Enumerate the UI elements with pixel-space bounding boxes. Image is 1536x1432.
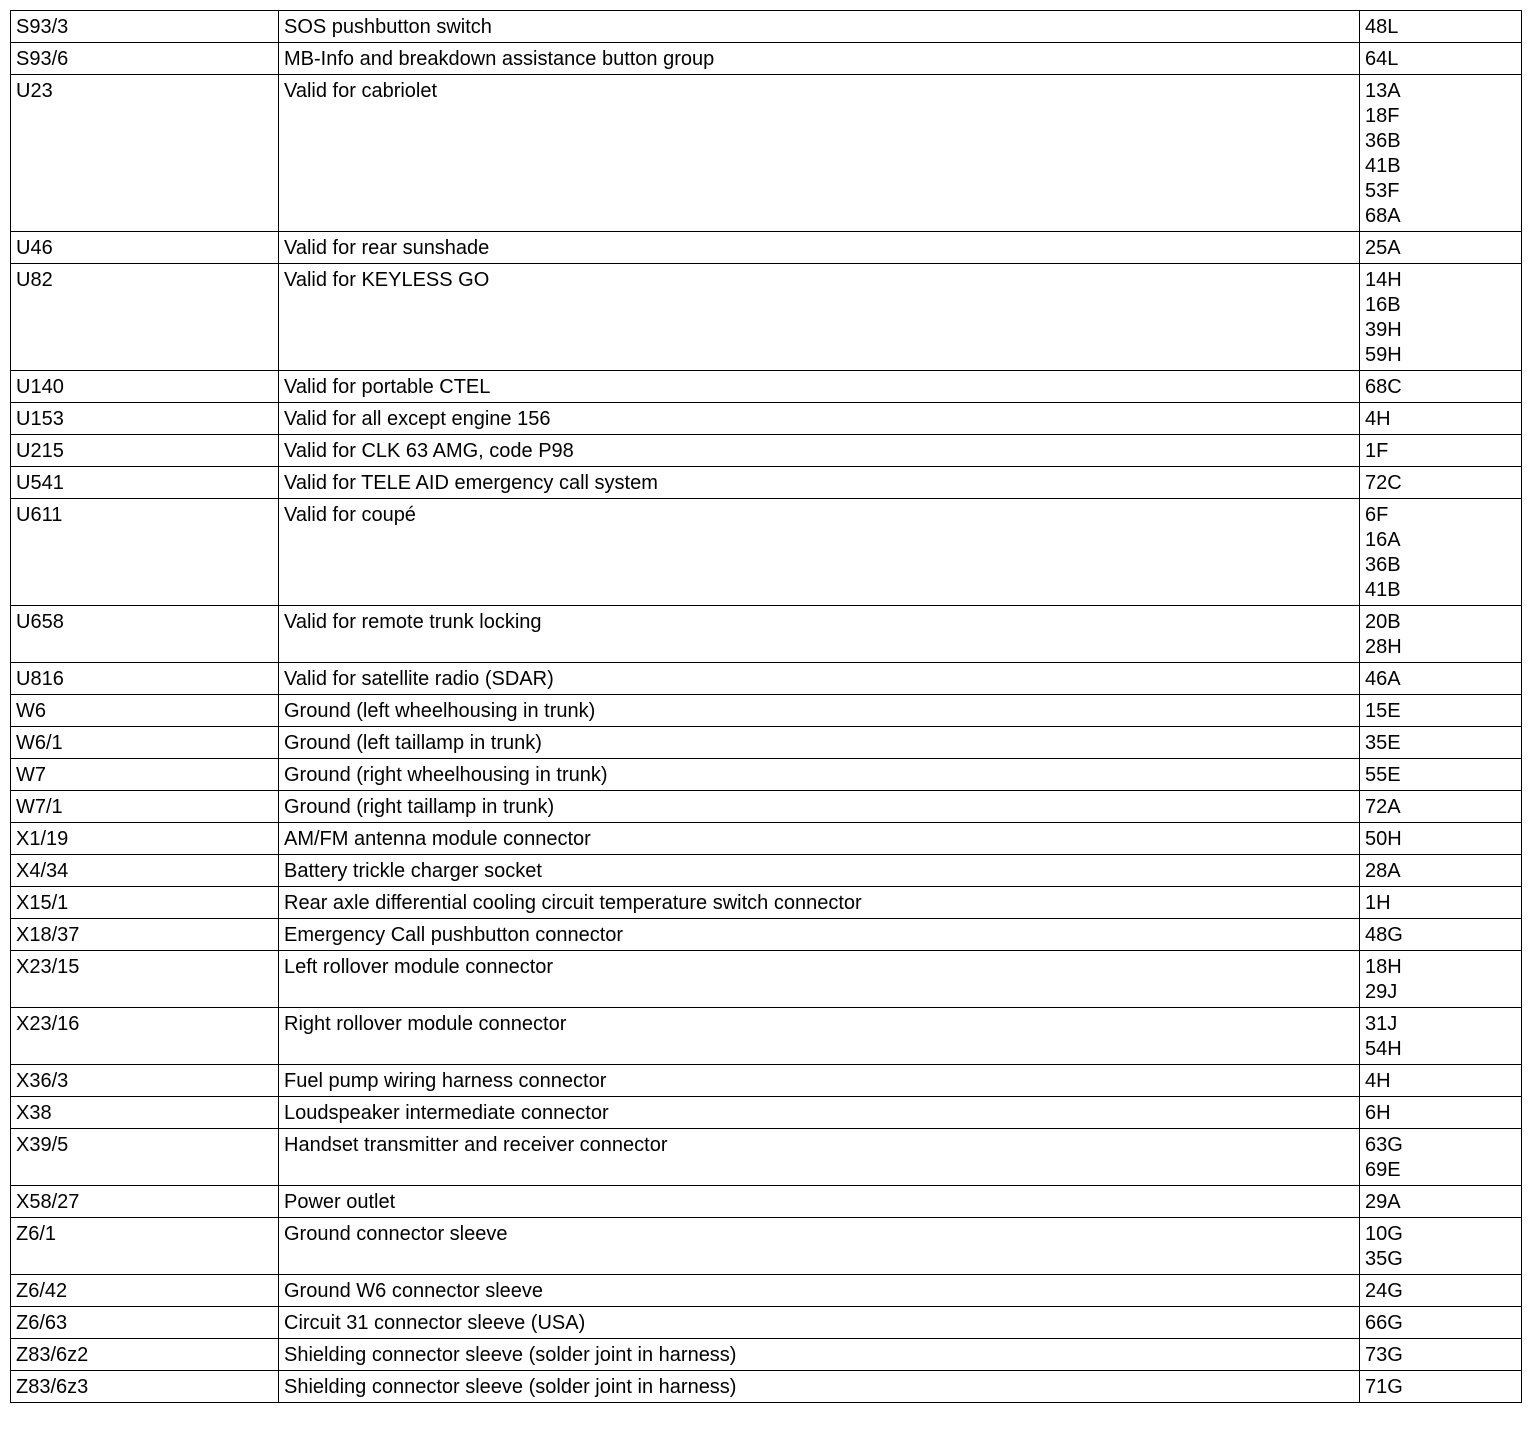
component-description-cell: Valid for all except engine 156	[279, 403, 1360, 435]
grid-reference: 48L	[1365, 16, 1399, 38]
grid-location-cell	[1360, 11, 1522, 43]
grid-reference: 16B	[1365, 294, 1401, 316]
table-row	[11, 264, 1522, 371]
grid-location-cell	[1360, 1218, 1522, 1275]
component-code-cell: W6	[11, 695, 279, 727]
grid-reference: 72C	[1365, 472, 1402, 494]
component-legend-table	[10, 10, 1522, 1403]
component-description-cell: Right rollover module connector	[279, 1008, 1360, 1065]
grid-reference: 29J	[1365, 981, 1398, 1003]
component-description-cell: Valid for satellite radio (SDAR)	[279, 663, 1360, 695]
grid-reference: 71G	[1365, 1376, 1403, 1398]
table-row	[11, 919, 1522, 951]
grid-reference: 41B	[1365, 155, 1401, 177]
component-description-cell: Ground W6 connector sleeve	[279, 1275, 1360, 1307]
grid-reference: 53F	[1365, 180, 1400, 202]
component-code-cell: U816	[11, 663, 279, 695]
table-row	[11, 467, 1522, 499]
grid-location-cell	[1360, 43, 1522, 75]
grid-location-cell	[1360, 887, 1522, 919]
component-code-cell: U541	[11, 467, 279, 499]
component-code-cell: Z83/6z2	[11, 1339, 279, 1371]
component-description-cell: Handset transmitter and receiver connector	[279, 1129, 1360, 1186]
grid-location-cell	[1360, 1008, 1522, 1065]
grid-location-cell	[1360, 264, 1522, 371]
component-description-cell: AM/FM antenna module connector	[279, 823, 1360, 855]
component-description-cell: Circuit 31 connector sleeve (USA)	[279, 1307, 1360, 1339]
grid-location-cell	[1360, 403, 1522, 435]
component-legend-sheet	[10, 10, 1521, 1403]
grid-reference: 6F	[1365, 504, 1389, 526]
grid-reference: 68C	[1365, 376, 1402, 398]
table-row	[11, 75, 1522, 232]
component-description-cell: Valid for TELE AID emergency call system	[279, 467, 1360, 499]
table-row	[11, 1065, 1522, 1097]
component-description-cell: Valid for CLK 63 AMG, code P98	[279, 435, 1360, 467]
table-row	[11, 1218, 1522, 1275]
table-row	[11, 951, 1522, 1008]
grid-reference: 73G	[1365, 1344, 1403, 1366]
component-description-cell: Valid for rear sunshade	[279, 232, 1360, 264]
grid-reference: 18F	[1365, 105, 1400, 127]
grid-location-cell	[1360, 1065, 1522, 1097]
table-row	[11, 232, 1522, 264]
component-code-cell: Z6/42	[11, 1275, 279, 1307]
grid-location-cell	[1360, 663, 1522, 695]
grid-location-cell	[1360, 606, 1522, 663]
grid-location-cell	[1360, 467, 1522, 499]
component-code-cell: X36/3	[11, 1065, 279, 1097]
table-row	[11, 43, 1522, 75]
table-row	[11, 499, 1522, 606]
grid-reference: 69E	[1365, 1159, 1401, 1181]
grid-reference: 28A	[1365, 860, 1401, 882]
grid-location-cell	[1360, 951, 1522, 1008]
grid-reference: 66G	[1365, 1312, 1403, 1334]
component-description-cell: MB-Info and breakdown assistance button group	[279, 43, 1360, 75]
grid-reference: 1F	[1365, 440, 1389, 462]
component-code-cell: X23/15	[11, 951, 279, 1008]
component-code-cell: U611	[11, 499, 279, 606]
table-row	[11, 1339, 1522, 1371]
component-description-cell: Ground (left taillamp in trunk)	[279, 727, 1360, 759]
table-row	[11, 759, 1522, 791]
component-code-cell: X39/5	[11, 1129, 279, 1186]
table-row	[11, 1307, 1522, 1339]
grid-reference: 1H	[1365, 892, 1391, 914]
component-code-cell: X1/19	[11, 823, 279, 855]
grid-location-cell	[1360, 791, 1522, 823]
component-description-cell: Valid for portable CTEL	[279, 371, 1360, 403]
component-code-cell: U46	[11, 232, 279, 264]
table-row	[11, 823, 1522, 855]
grid-reference: 4H	[1365, 1070, 1391, 1092]
component-code-cell: W7	[11, 759, 279, 791]
table-row	[11, 403, 1522, 435]
component-code-cell: W7/1	[11, 791, 279, 823]
grid-location-cell	[1360, 759, 1522, 791]
component-description-cell: Ground (right taillamp in trunk)	[279, 791, 1360, 823]
component-description-cell: Loudspeaker intermediate connector	[279, 1097, 1360, 1129]
component-description-cell: Power outlet	[279, 1186, 1360, 1218]
component-code-cell: S93/6	[11, 43, 279, 75]
component-code-cell: X38	[11, 1097, 279, 1129]
table-row	[11, 1008, 1522, 1065]
grid-reference: 35G	[1365, 1248, 1403, 1270]
grid-reference: 41B	[1365, 579, 1401, 601]
grid-reference: 46A	[1365, 668, 1401, 690]
grid-location-cell	[1360, 727, 1522, 759]
component-description-cell: Valid for cabriolet	[279, 75, 1360, 232]
grid-reference: 55E	[1365, 764, 1401, 786]
component-description-cell: Valid for KEYLESS GO	[279, 264, 1360, 371]
component-code-cell: X23/16	[11, 1008, 279, 1065]
grid-reference: 20B	[1365, 611, 1401, 633]
grid-reference: 72A	[1365, 796, 1401, 818]
table-row	[11, 663, 1522, 695]
component-description-cell: Rear axle differential cooling circuit temperature switch connector	[279, 887, 1360, 919]
component-code-cell: Z6/63	[11, 1307, 279, 1339]
component-code-cell: U140	[11, 371, 279, 403]
component-code-cell: S93/3	[11, 11, 279, 43]
table-row	[11, 1097, 1522, 1129]
grid-location-cell	[1360, 499, 1522, 606]
grid-location-cell	[1360, 371, 1522, 403]
table-row	[11, 1186, 1522, 1218]
grid-reference: 24G	[1365, 1280, 1403, 1302]
component-code-cell: U82	[11, 264, 279, 371]
component-code-cell: U215	[11, 435, 279, 467]
component-code-cell: X4/34	[11, 855, 279, 887]
component-code-cell: U153	[11, 403, 279, 435]
grid-reference: 54H	[1365, 1038, 1402, 1060]
grid-location-cell	[1360, 1275, 1522, 1307]
grid-reference: 15E	[1365, 700, 1401, 722]
grid-reference: 64L	[1365, 48, 1399, 70]
component-description-cell: Valid for remote trunk locking	[279, 606, 1360, 663]
component-code-cell: X15/1	[11, 887, 279, 919]
table-row	[11, 791, 1522, 823]
grid-reference: 29A	[1365, 1191, 1401, 1213]
table-row	[11, 606, 1522, 663]
table-row	[11, 695, 1522, 727]
grid-location-cell	[1360, 1129, 1522, 1186]
grid-location-cell	[1360, 435, 1522, 467]
grid-reference: 13A	[1365, 80, 1401, 102]
legend-table-body	[11, 11, 1522, 1403]
table-row	[11, 887, 1522, 919]
grid-reference: 50H	[1365, 828, 1402, 850]
table-row	[11, 435, 1522, 467]
table-row	[11, 1129, 1522, 1186]
component-code-cell: Z83/6z3	[11, 1371, 279, 1403]
component-description-cell: Ground (right wheelhousing in trunk)	[279, 759, 1360, 791]
grid-location-cell	[1360, 1339, 1522, 1371]
grid-location-cell	[1360, 1186, 1522, 1218]
grid-reference: 10G	[1365, 1223, 1403, 1245]
table-row	[11, 1275, 1522, 1307]
component-code-cell: W6/1	[11, 727, 279, 759]
grid-reference: 35E	[1365, 732, 1401, 754]
component-description-cell: Valid for coupé	[279, 499, 1360, 606]
component-description-cell: Left rollover module connector	[279, 951, 1360, 1008]
component-description-cell: Battery trickle charger socket	[279, 855, 1360, 887]
grid-location-cell	[1360, 855, 1522, 887]
grid-reference: 39H	[1365, 319, 1402, 341]
table-row	[11, 11, 1522, 43]
grid-location-cell	[1360, 1371, 1522, 1403]
grid-location-cell	[1360, 823, 1522, 855]
component-code-cell: X58/27	[11, 1186, 279, 1218]
component-code-cell: U658	[11, 606, 279, 663]
grid-reference: 18H	[1365, 956, 1402, 978]
grid-reference: 63G	[1365, 1134, 1403, 1156]
grid-reference: 25A	[1365, 237, 1401, 259]
grid-reference: 6H	[1365, 1102, 1391, 1124]
grid-reference: 68A	[1365, 205, 1401, 227]
grid-location-cell	[1360, 695, 1522, 727]
grid-reference: 14H	[1365, 269, 1402, 291]
component-description-cell: Fuel pump wiring harness connector	[279, 1065, 1360, 1097]
grid-reference: 4H	[1365, 408, 1391, 430]
grid-location-cell	[1360, 75, 1522, 232]
grid-reference: 36B	[1365, 130, 1401, 152]
component-description-cell: Ground (left wheelhousing in trunk)	[279, 695, 1360, 727]
table-row	[11, 1371, 1522, 1403]
grid-reference: 59H	[1365, 344, 1402, 366]
grid-location-cell	[1360, 232, 1522, 264]
component-description-cell: Shielding connector sleeve (solder joint in harness)	[279, 1339, 1360, 1371]
component-code-cell: X18/37	[11, 919, 279, 951]
component-description-cell: Ground connector sleeve	[279, 1218, 1360, 1275]
grid-reference: 31J	[1365, 1013, 1398, 1035]
grid-location-cell	[1360, 919, 1522, 951]
component-description-cell: Shielding connector sleeve (solder joint in harness)	[279, 1371, 1360, 1403]
grid-reference: 16A	[1365, 529, 1401, 551]
grid-reference: 28H	[1365, 636, 1402, 658]
component-code-cell: U23	[11, 75, 279, 232]
table-row	[11, 371, 1522, 403]
grid-reference: 48G	[1365, 924, 1403, 946]
table-row	[11, 727, 1522, 759]
component-code-cell: Z6/1	[11, 1218, 279, 1275]
component-description-cell: SOS pushbutton switch	[279, 11, 1360, 43]
grid-location-cell	[1360, 1307, 1522, 1339]
table-row	[11, 855, 1522, 887]
grid-location-cell	[1360, 1097, 1522, 1129]
component-description-cell: Emergency Call pushbutton connector	[279, 919, 1360, 951]
grid-reference: 36B	[1365, 554, 1401, 576]
